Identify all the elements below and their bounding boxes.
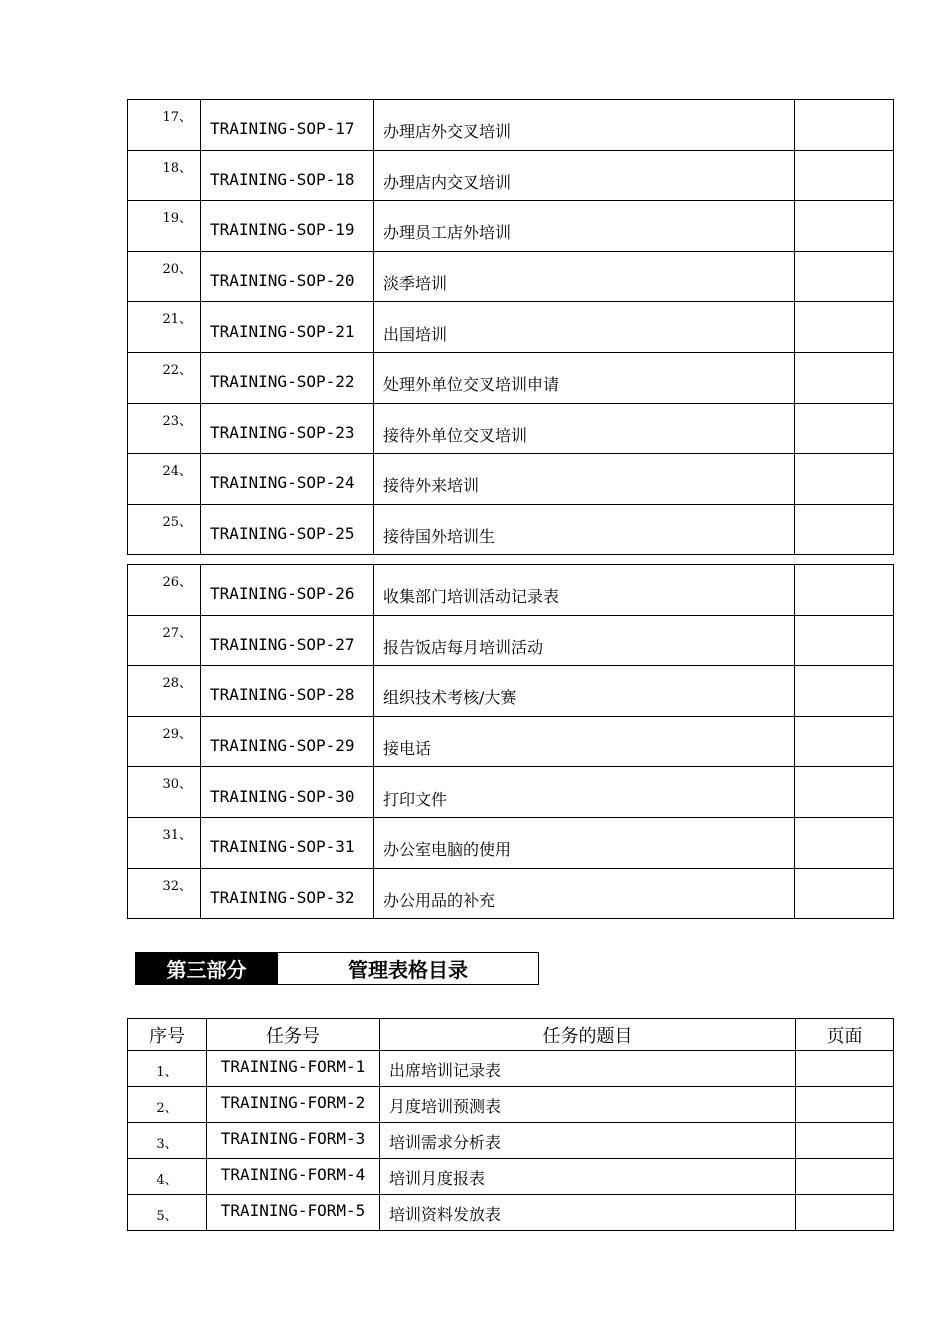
task-title: 接待国外培训生 [374, 504, 795, 555]
row-number: 28、 [128, 666, 201, 717]
table-row [128, 352, 894, 403]
sop-table-part-b [127, 564, 894, 919]
page-cell [795, 868, 894, 919]
task-title: 接电话 [374, 716, 795, 767]
row-number: 24、 [128, 454, 201, 505]
task-code: TRAINING-SOP-31 [201, 817, 374, 868]
task-title: 报告饭店每月培训活动 [374, 615, 795, 666]
row-number: 19、 [128, 201, 201, 252]
section-heading: 管理表格目录 [278, 952, 539, 985]
page-cell [795, 150, 894, 201]
section-header [135, 952, 539, 985]
table-row [128, 403, 894, 454]
page-cell [795, 615, 894, 666]
row-number: 29、 [128, 716, 201, 767]
task-title: 办公用品的补充 [374, 868, 795, 919]
table-row [128, 1087, 894, 1123]
task-code: TRAINING-SOP-25 [201, 504, 374, 555]
table-row [128, 817, 894, 868]
task-title: 培训资料发放表 [380, 1195, 796, 1231]
table-row [128, 1195, 894, 1231]
task-code: TRAINING-SOP-30 [201, 767, 374, 818]
task-title: 办理店外交叉培训 [374, 100, 795, 151]
header-page: 页面 [796, 1019, 894, 1051]
sop-table-part-a [127, 99, 894, 555]
page-cell [795, 565, 894, 616]
task-title: 接待外来培训 [374, 454, 795, 505]
table-row [128, 201, 894, 252]
task-code: TRAINING-FORM-3 [207, 1123, 380, 1159]
page-cell [796, 1087, 894, 1123]
page-cell [795, 403, 894, 454]
task-code: TRAINING-SOP-28 [201, 666, 374, 717]
task-code: TRAINING-SOP-22 [201, 352, 374, 403]
task-title: 培训需求分析表 [380, 1123, 796, 1159]
page-cell [795, 100, 894, 151]
table-row [128, 251, 894, 302]
table-row [128, 868, 894, 919]
task-title: 培训月度报表 [380, 1159, 796, 1195]
header-task-title: 任务的题目 [380, 1019, 796, 1051]
task-title: 月度培训预测表 [380, 1087, 796, 1123]
task-title: 办理员工店外培训 [374, 201, 795, 252]
row-number: 21、 [128, 302, 201, 353]
table-row [128, 767, 894, 818]
task-title: 出国培训 [374, 302, 795, 353]
page-cell [795, 251, 894, 302]
form-table-header-row [128, 1019, 894, 1051]
task-code: TRAINING-FORM-4 [207, 1159, 380, 1195]
task-code: TRAINING-FORM-1 [207, 1051, 380, 1087]
page-cell [795, 504, 894, 555]
row-number: 20、 [128, 251, 201, 302]
row-number: 32、 [128, 868, 201, 919]
row-number: 5、 [128, 1195, 207, 1231]
task-title: 办公室电脑的使用 [374, 817, 795, 868]
page-cell [795, 666, 894, 717]
header-task-no: 任务号 [207, 1019, 380, 1051]
row-number: 4、 [128, 1159, 207, 1195]
task-code: TRAINING-SOP-19 [201, 201, 374, 252]
row-number: 23、 [128, 403, 201, 454]
header-seq: 序号 [128, 1019, 207, 1051]
task-code: TRAINING-SOP-23 [201, 403, 374, 454]
row-number: 27、 [128, 615, 201, 666]
task-title: 接待外单位交叉培训 [374, 403, 795, 454]
task-code: TRAINING-SOP-17 [201, 100, 374, 151]
page-cell [796, 1195, 894, 1231]
row-number: 17、 [128, 100, 201, 151]
page-cell [795, 201, 894, 252]
table-row [128, 504, 894, 555]
table-row [128, 1051, 894, 1087]
task-title: 组织技术考核/大赛 [374, 666, 795, 717]
table-row [128, 302, 894, 353]
table-row [128, 565, 894, 616]
table-row [128, 1159, 894, 1195]
task-title: 收集部门培训活动记录表 [374, 565, 795, 616]
task-title: 出席培训记录表 [380, 1051, 796, 1087]
page-cell [795, 454, 894, 505]
table-row [128, 666, 894, 717]
task-title: 处理外单位交叉培训申请 [374, 352, 795, 403]
page-cell [795, 302, 894, 353]
page-cell [795, 767, 894, 818]
row-number: 26、 [128, 565, 201, 616]
row-number: 18、 [128, 150, 201, 201]
row-number: 30、 [128, 767, 201, 818]
task-title: 办理店内交叉培训 [374, 150, 795, 201]
task-code: TRAINING-SOP-20 [201, 251, 374, 302]
task-code: TRAINING-FORM-2 [207, 1087, 380, 1123]
table-row [128, 716, 894, 767]
row-number: 1、 [128, 1051, 207, 1087]
table-row [128, 1123, 894, 1159]
section-label: 第三部分 [135, 952, 278, 985]
task-title: 淡季培训 [374, 251, 795, 302]
page-cell [795, 817, 894, 868]
table-row [128, 150, 894, 201]
task-code: TRAINING-FORM-5 [207, 1195, 380, 1231]
table-row [128, 100, 894, 151]
task-code: TRAINING-SOP-32 [201, 868, 374, 919]
task-title: 打印文件 [374, 767, 795, 818]
page-cell [796, 1123, 894, 1159]
task-code: TRAINING-SOP-26 [201, 565, 374, 616]
page-cell [795, 352, 894, 403]
task-code: TRAINING-SOP-27 [201, 615, 374, 666]
task-code: TRAINING-SOP-21 [201, 302, 374, 353]
row-number: 31、 [128, 817, 201, 868]
table-row [128, 454, 894, 505]
page-cell [795, 716, 894, 767]
row-number: 2、 [128, 1087, 207, 1123]
table-row [128, 615, 894, 666]
task-code: TRAINING-SOP-29 [201, 716, 374, 767]
task-code: TRAINING-SOP-24 [201, 454, 374, 505]
row-number: 3、 [128, 1123, 207, 1159]
task-code: TRAINING-SOP-18 [201, 150, 374, 201]
page-cell [796, 1051, 894, 1087]
page-cell [796, 1159, 894, 1195]
row-number: 22、 [128, 352, 201, 403]
row-number: 25、 [128, 504, 201, 555]
form-table [127, 1018, 894, 1231]
